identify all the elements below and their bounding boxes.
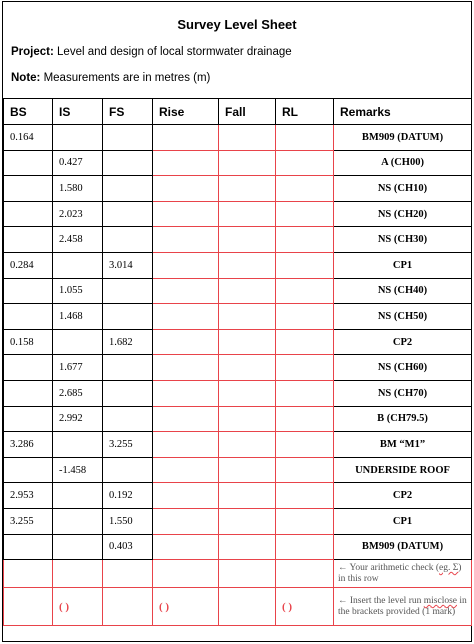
bs-cell [4, 380, 53, 406]
table-row [4, 278, 472, 304]
note-label: Note: [11, 72, 41, 84]
fs-cell [103, 201, 153, 227]
rl-input-cell[interactable] [276, 534, 334, 560]
bs-misclose-cell[interactable] [4, 588, 53, 626]
rl-check-cell[interactable] [276, 560, 334, 588]
rise-input-cell[interactable] [153, 508, 219, 534]
remark-cell: NS (CH60) [334, 355, 472, 381]
bs-cell [4, 457, 53, 483]
remark-cell: BM909 (DATUM) [334, 534, 472, 560]
fall-input-cell[interactable] [219, 355, 276, 381]
remark-cell: NS (CH20) [334, 201, 472, 227]
bs-cell: 3.286 [4, 432, 53, 458]
table-row [4, 483, 472, 509]
col-header-is: IS [53, 99, 103, 125]
table-row [4, 125, 472, 151]
table-body [4, 125, 472, 626]
remark-cell: CP1 [334, 252, 472, 278]
is-cell: 2.023 [53, 201, 103, 227]
fall-input-cell[interactable] [219, 252, 276, 278]
fall-input-cell[interactable] [219, 150, 276, 176]
rise-misclose-bracket[interactable]: ( ) [153, 588, 219, 626]
table-row [4, 508, 472, 534]
col-header-bs: BS [4, 99, 53, 125]
bs-cell [4, 227, 53, 253]
fall-input-cell[interactable] [219, 201, 276, 227]
bs-cell: 0.158 [4, 329, 53, 355]
is-cell [53, 508, 103, 534]
remark-cell: NS (CH30) [334, 227, 472, 253]
rise-input-cell[interactable] [153, 150, 219, 176]
header-row [4, 99, 472, 125]
project-label: Project: [11, 46, 54, 58]
fs-cell [103, 125, 153, 151]
rise-input-cell[interactable] [153, 534, 219, 560]
sheet-title: Survey Level Sheet [177, 17, 297, 32]
table-row [4, 432, 472, 458]
fall-input-cell[interactable] [219, 304, 276, 330]
rise-input-cell[interactable] [153, 125, 219, 151]
table-row [4, 227, 472, 253]
fs-cell: 0.403 [103, 534, 153, 560]
is-cell: 2.685 [53, 380, 103, 406]
remark-cell: CP2 [334, 483, 472, 509]
is-cell [53, 252, 103, 278]
table-row [4, 380, 472, 406]
remark-cell: CP1 [334, 508, 472, 534]
rl-input-cell[interactable] [276, 406, 334, 432]
rl-input-cell[interactable] [276, 432, 334, 458]
table-row [4, 355, 472, 381]
bs-cell [4, 201, 53, 227]
check-note-suffix: ) in this row [338, 563, 462, 585]
project-line [11, 46, 292, 58]
rl-input-cell[interactable] [276, 380, 334, 406]
fall-sum-cell[interactable] [219, 560, 276, 588]
fall-input-cell[interactable] [219, 125, 276, 151]
bs-cell [4, 534, 53, 560]
note-line [11, 72, 210, 84]
fs-cell: 1.682 [103, 329, 153, 355]
fall-input-cell[interactable] [219, 176, 276, 202]
bs-cell: 3.255 [4, 508, 53, 534]
remark-cell: B (CH79.5) [334, 406, 472, 432]
level-table [3, 98, 472, 626]
rl-misclose-bracket[interactable]: ( ) [276, 588, 334, 626]
remark-cell: NS (CH50) [334, 304, 472, 330]
table-row [4, 252, 472, 278]
remark-cell: NS (CH10) [334, 176, 472, 202]
rl-input-cell[interactable] [276, 176, 334, 202]
table-row [4, 150, 472, 176]
bs-cell [4, 176, 53, 202]
rise-input-cell[interactable] [153, 457, 219, 483]
fall-input-cell[interactable] [219, 432, 276, 458]
bs-cell [4, 278, 53, 304]
is-cell [53, 483, 103, 509]
fs-cell [103, 176, 153, 202]
misclose-note-prefix: ← Insert the level run [338, 596, 424, 607]
rl-input-cell[interactable] [276, 201, 334, 227]
rise-input-cell[interactable] [153, 406, 219, 432]
rise-input-cell[interactable] [153, 483, 219, 509]
is-cell: 1.677 [53, 355, 103, 381]
table-row [4, 329, 472, 355]
table-row [4, 176, 472, 202]
fs-cell [103, 304, 153, 330]
rise-input-cell[interactable] [153, 355, 219, 381]
bs-cell [4, 355, 53, 381]
arithmetic-check-note [334, 560, 472, 588]
check-note-eg: eg. Σ [439, 563, 459, 574]
is-cell [53, 432, 103, 458]
sheet-header [3, 2, 471, 98]
col-header-rl: RL [276, 99, 334, 125]
fall-input-cell[interactable] [219, 329, 276, 355]
remark-cell: BM “M1” [334, 432, 472, 458]
is-cell: 2.458 [53, 227, 103, 253]
remark-cell: CP2 [334, 329, 472, 355]
rl-input-cell[interactable] [276, 457, 334, 483]
rl-input-cell[interactable] [276, 355, 334, 381]
misclose-note [334, 588, 472, 626]
project-value: Level and design of local stormwater drainage [53, 46, 292, 58]
col-header-fall: Fall [219, 99, 276, 125]
bs-sum-cell[interactable] [4, 560, 53, 588]
bs-cell [4, 304, 53, 330]
check-note-prefix: ← Your arithmetic check ( [338, 563, 440, 574]
survey-level-sheet [2, 1, 472, 642]
col-header-remarks: Remarks [334, 99, 472, 125]
fall-input-cell[interactable] [219, 380, 276, 406]
table-row [4, 457, 472, 483]
fs-cell [103, 380, 153, 406]
bs-cell [4, 406, 53, 432]
fs-cell [103, 278, 153, 304]
rl-input-cell[interactable] [276, 483, 334, 509]
is-cell: 1.468 [53, 304, 103, 330]
col-header-fs: FS [103, 99, 153, 125]
bs-cell: 0.284 [4, 252, 53, 278]
rise-input-cell[interactable] [153, 432, 219, 458]
fs-cell: 3.255 [103, 432, 153, 458]
fs-misclose-cell[interactable] [103, 588, 153, 626]
remark-cell: UNDERSIDE ROOF [334, 457, 472, 483]
misclose-row [4, 588, 472, 626]
is-cell: 2.992 [53, 406, 103, 432]
fall-input-cell[interactable] [219, 457, 276, 483]
rise-input-cell[interactable] [153, 227, 219, 253]
misclose-note-word: misclose [423, 596, 457, 607]
col-header-rise: Rise [153, 99, 219, 125]
rl-input-cell[interactable] [276, 125, 334, 151]
rl-input-cell[interactable] [276, 252, 334, 278]
fs-cell [103, 227, 153, 253]
fs-sum-cell[interactable] [103, 560, 153, 588]
table-row [4, 406, 472, 432]
is-cell [53, 329, 103, 355]
rise-input-cell[interactable] [153, 201, 219, 227]
is-cell [53, 534, 103, 560]
fall-input-cell[interactable] [219, 508, 276, 534]
fs-cell [103, 457, 153, 483]
is-misclose-bracket[interactable]: ( ) [53, 588, 103, 626]
fs-cell [103, 355, 153, 381]
fall-input-cell[interactable] [219, 483, 276, 509]
misclose-note-suffix: in the brackets provided (1 mark) [338, 596, 467, 618]
remark-cell: BM909 (DATUM) [334, 125, 472, 151]
fall-misclose-cell[interactable] [219, 588, 276, 626]
table-row [4, 201, 472, 227]
fall-input-cell[interactable] [219, 227, 276, 253]
fs-cell: 3.014 [103, 252, 153, 278]
table-row [4, 304, 472, 330]
is-sum-cell[interactable] [53, 560, 103, 588]
fall-input-cell[interactable] [219, 278, 276, 304]
rl-input-cell[interactable] [276, 508, 334, 534]
fs-cell [103, 150, 153, 176]
fs-cell: 0.192 [103, 483, 153, 509]
note-value: Measurements are in metres (m) [40, 72, 211, 84]
rl-input-cell[interactable] [276, 329, 334, 355]
rise-input-cell[interactable] [153, 380, 219, 406]
is-cell: 1.055 [53, 278, 103, 304]
remark-cell: NS (CH70) [334, 380, 472, 406]
rise-input-cell[interactable] [153, 304, 219, 330]
bs-cell: 2.953 [4, 483, 53, 509]
bs-cell [4, 150, 53, 176]
remark-cell: A (CH00) [334, 150, 472, 176]
is-cell: -1.458 [53, 457, 103, 483]
bs-cell: 0.164 [4, 125, 53, 151]
is-cell: 0.427 [53, 150, 103, 176]
fs-cell [103, 406, 153, 432]
rl-input-cell[interactable] [276, 150, 334, 176]
fs-cell: 1.550 [103, 508, 153, 534]
rise-input-cell[interactable] [153, 252, 219, 278]
table-row [4, 534, 472, 560]
rl-input-cell[interactable] [276, 227, 334, 253]
rise-sum-cell[interactable] [153, 560, 219, 588]
rl-input-cell[interactable] [276, 278, 334, 304]
rise-input-cell[interactable] [153, 176, 219, 202]
rise-input-cell[interactable] [153, 329, 219, 355]
is-cell: 1.580 [53, 176, 103, 202]
arithmetic-check-row [4, 560, 472, 588]
fall-input-cell[interactable] [219, 406, 276, 432]
is-cell [53, 125, 103, 151]
remark-cell: NS (CH40) [334, 278, 472, 304]
rl-input-cell[interactable] [276, 304, 334, 330]
rise-input-cell[interactable] [153, 278, 219, 304]
fall-input-cell[interactable] [219, 534, 276, 560]
